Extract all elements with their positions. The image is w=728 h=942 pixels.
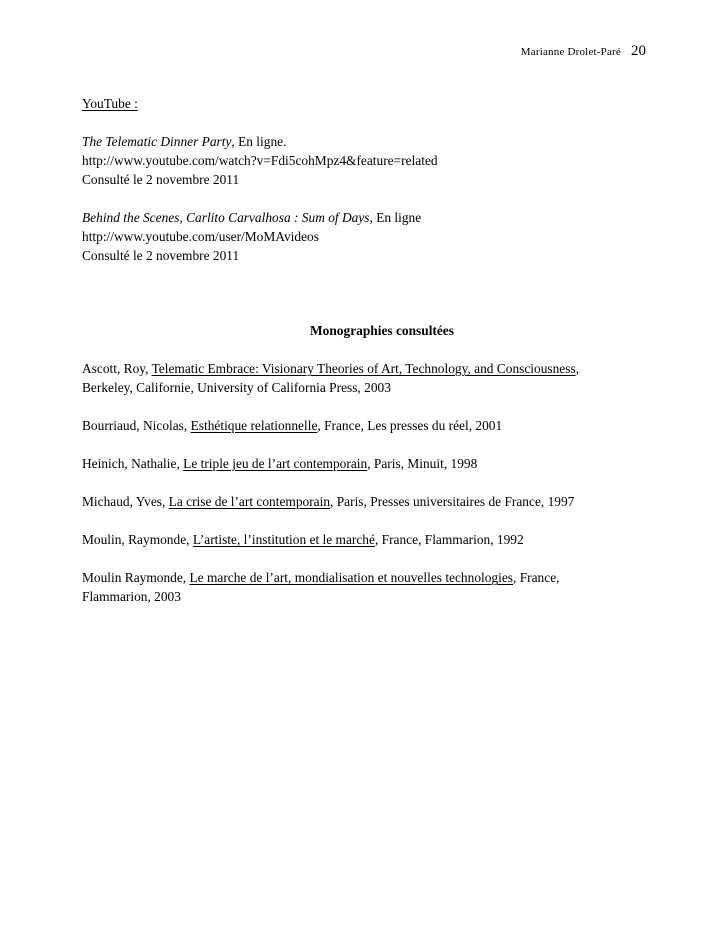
page-number: 20	[631, 43, 646, 59]
entry-author: Ascott, Roy,	[82, 361, 152, 376]
bibliography-entry	[82, 359, 682, 397]
bibliography-entry	[82, 568, 682, 606]
youtube-entry-title: Behind the Scenes, Carlito Carvalhosa : Sum of Days	[82, 210, 370, 225]
entry-title: Le triple jeu de l’art contemporain	[183, 456, 368, 471]
entry-title: Telematic Embrace: Visionary Theories of Art, Technology, and Consciousness	[151, 361, 576, 376]
youtube-entry-title: The Telematic Dinner Party	[82, 134, 232, 149]
bibliography-entry	[82, 454, 682, 473]
entry-author: Heinich, Nathalie,	[82, 456, 184, 471]
youtube-entry-consulted: Consulté le 2 novembre 2011	[82, 172, 240, 187]
bibliography-entry	[82, 416, 682, 435]
entry-author: Bourriaud, Nicolas,	[82, 418, 191, 433]
header-author: Marianne Drolet-Paré	[520, 46, 621, 58]
entry-author: Moulin Raymonde,	[82, 570, 190, 585]
youtube-entry	[82, 132, 682, 189]
youtube-entry-url: http://www.youtube.com/user/MoMAvideos	[82, 229, 319, 244]
youtube-entry-suffix: , En ligne.	[231, 134, 287, 149]
entry-rest: , France,	[513, 570, 560, 585]
youtube-entry-url: http://www.youtube.com/watch?v=Fdi5cohMpz4&feature=related	[82, 153, 438, 168]
bibliography-entry	[82, 530, 682, 549]
youtube-section-label: YouTube :	[82, 96, 138, 111]
youtube-entry-title-line	[82, 132, 682, 151]
entry-rest: Flammarion, 2003	[82, 589, 181, 604]
youtube-entry-consulted: Consulté le 2 novembre 2011	[82, 248, 240, 263]
entry-rest: , France, Flammarion, 1992	[374, 532, 524, 547]
document-body	[82, 94, 682, 606]
youtube-entry-suffix: , En ligne	[369, 210, 422, 225]
page-header	[521, 42, 646, 60]
bibliography-entry	[82, 492, 682, 511]
entry-rest: ,	[575, 361, 580, 376]
entry-rest: , Paris, Presses universitaires de France, 1997	[330, 494, 575, 509]
youtube-entry	[82, 208, 682, 265]
youtube-entry-title-line	[82, 208, 682, 227]
entry-title: L’artiste, l’institution et le marché	[192, 532, 375, 547]
entry-title: Esthétique relationnelle	[190, 418, 318, 433]
entry-rest: , Paris, Minuit, 1998	[367, 456, 478, 471]
entry-author: Michaud, Yves,	[82, 494, 169, 509]
entry-rest: Berkeley, Californie, University of California Press, 2003	[82, 380, 391, 395]
entry-rest: , France, Les presses du réel, 2001	[317, 418, 503, 433]
entry-author: Moulin, Raymonde,	[82, 532, 193, 547]
monographies-heading: Monographies consultées	[310, 323, 454, 338]
entry-title: La crise de l’art contemporain	[168, 494, 331, 509]
entry-title: Le marche de l’art, mondialisation et nouvelles technologies	[189, 570, 514, 585]
